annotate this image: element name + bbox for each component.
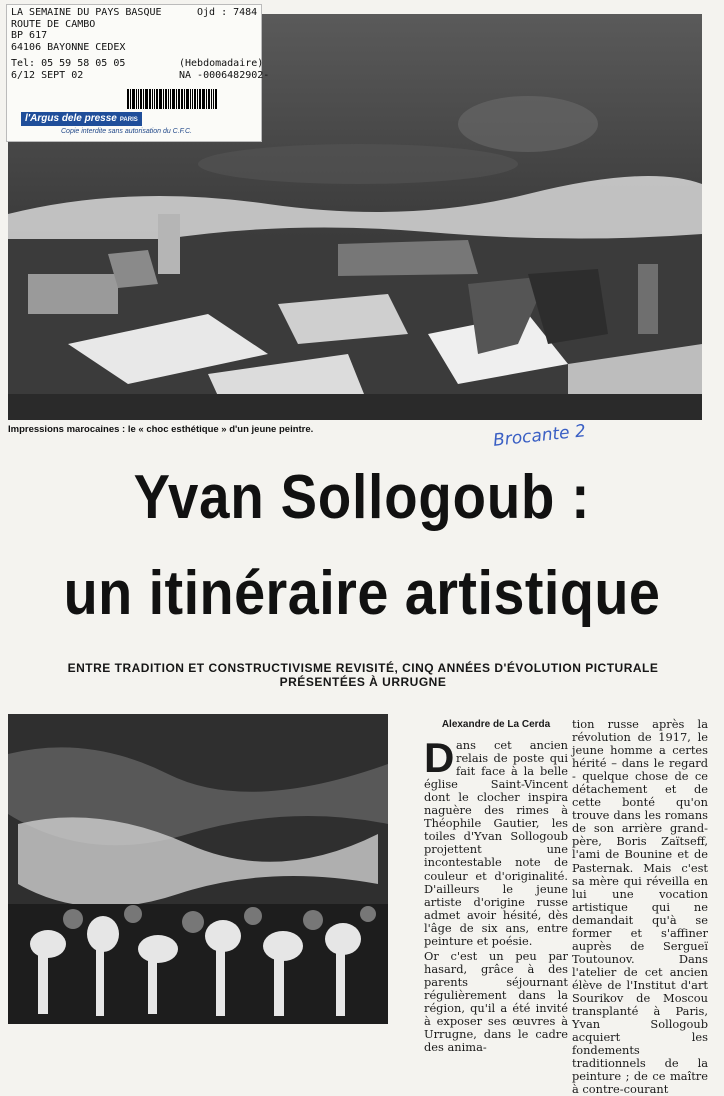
handwritten-note: Brocante 2 — [492, 421, 587, 451]
barcode-bar — [163, 89, 164, 109]
barcode-bar — [202, 89, 205, 109]
frequency-ref — [179, 58, 269, 81]
argus-brand-city: PARIS — [119, 117, 138, 123]
barcode-bar — [194, 89, 196, 109]
copyright-notice: Copie interdite sans autorisation du C.F.C. — [61, 128, 192, 135]
barcode-bar — [208, 89, 210, 109]
barcode-bar — [211, 89, 212, 109]
barcode-bar — [127, 89, 129, 109]
article-paragraph: ans cet ancien relais de poste qui fait face à la belle église Saint-Vincent dont le clocher inspira naguère des rimes à Théophile Gautier, les toiles d'Yvan Sollogoub projettent une incontestable note de couleur et d'originalité. D'ailleurs le jeune artiste d'origine russe admet avoir hésité, dès l'âge de six ans, entre peinture et poésie. — [424, 738, 568, 948]
article-column-2: tion russe après la révolution de 1917, le jeune homme a certes hérité – dans le regard - quelque chose de ce détachement et de cette bonté qu'on trouve dans les romans de son arrière grand-père, Boris Zaïtseff, l'ami de Bounine et de Pasternak. Mais c'est sa mère qui réveilla en lui une vocation artistique qui ne demandait qu'à se former et s'affiner auprès de Sergueï Toutounov. Dans l'atelier de cet ancien élève de l'Institut d'art Sourikov de Moscou transplanté à Paris, Yvan Sollogoub acquiert les fondements traditionnels de la peinture ; de ce maître à contre-courant — [572, 717, 708, 1096]
frequency: (Hebdomadaire) — [179, 58, 264, 69]
phone-number: Tel: 05 59 58 05 05 — [11, 58, 126, 69]
barcode-bar — [156, 89, 158, 109]
barcode-bar — [170, 89, 171, 109]
barcode-bar — [165, 89, 167, 109]
barcode-bar — [178, 89, 180, 109]
subheadline: ENTRE TRADITION ET CONSTRUCTIVISME REVISITÉ, CINQ ANNÉES D'ÉVOLUTION PICTURALE PRÉSENTÉES À URRUGNE — [67, 661, 659, 689]
barcode-bar — [145, 89, 148, 109]
barcode-bar — [154, 89, 155, 109]
barcode-bar — [186, 89, 189, 109]
barcode-bar — [149, 89, 151, 109]
press-clipping-label — [6, 4, 270, 142]
address-line: ROUTE DE CAMBO — [11, 18, 96, 30]
barcode-bar — [190, 89, 191, 109]
publication-date: 6/12 SEPT 02 — [11, 69, 84, 81]
article-column-1 — [424, 718, 568, 1054]
barcode-bar — [176, 89, 177, 109]
photo-caption: Impressions marocaines : le « choc esthétique » d'un jeune peintre. — [8, 424, 314, 435]
painting-photo-bottom — [8, 714, 388, 1024]
barcode-bar — [140, 89, 142, 109]
address-line: 64106 BAYONNE CEDEX — [11, 41, 126, 53]
barcode-bar — [197, 89, 198, 109]
publication-address — [11, 7, 162, 53]
headline-line-2: un itinéraire artistique — [63, 559, 661, 628]
barcode-bar — [136, 89, 137, 109]
argus-logo — [21, 112, 142, 126]
barcode-bar — [206, 89, 207, 109]
address-line: LA SEMAINE DU PAYS BASQUE — [11, 7, 162, 18]
barcode-bar — [199, 89, 201, 109]
barcode-bar — [181, 89, 183, 109]
author-byline: Alexandre de La Cerda — [441, 719, 551, 730]
address-line: BP 617 — [11, 30, 48, 41]
barcode-bar — [138, 89, 139, 109]
barcode-bar — [152, 89, 153, 109]
tel-date — [11, 58, 125, 81]
barcode-bar — [215, 89, 217, 109]
barcode-bar — [172, 89, 175, 109]
argus-brand-name: l'Argus dele presse — [25, 113, 117, 124]
ojd-number: Ojd : 7484 — [197, 7, 258, 18]
barcode-bar — [168, 89, 169, 109]
barcode-bar — [132, 89, 135, 109]
reference-number: NA -0006482902- — [179, 69, 270, 81]
barcode-bar — [143, 89, 144, 109]
barcode-bar — [130, 89, 131, 109]
drop-cap: D — [424, 734, 455, 782]
headline-line-1: Yvan Sollogoub : — [133, 463, 591, 532]
barcode-bar — [213, 89, 214, 109]
barcode — [127, 89, 257, 109]
barcode-bar — [159, 89, 162, 109]
barcode-bar — [192, 89, 193, 109]
article-paragraph: Or c'est un peu par hasard, grâce à des parents séjournant régulièrement dans la région, qu'il a été invité à exposer ses œuvres à Urrugne, dans le cadre des anima- — [424, 948, 568, 1055]
barcode-bar — [184, 89, 185, 109]
